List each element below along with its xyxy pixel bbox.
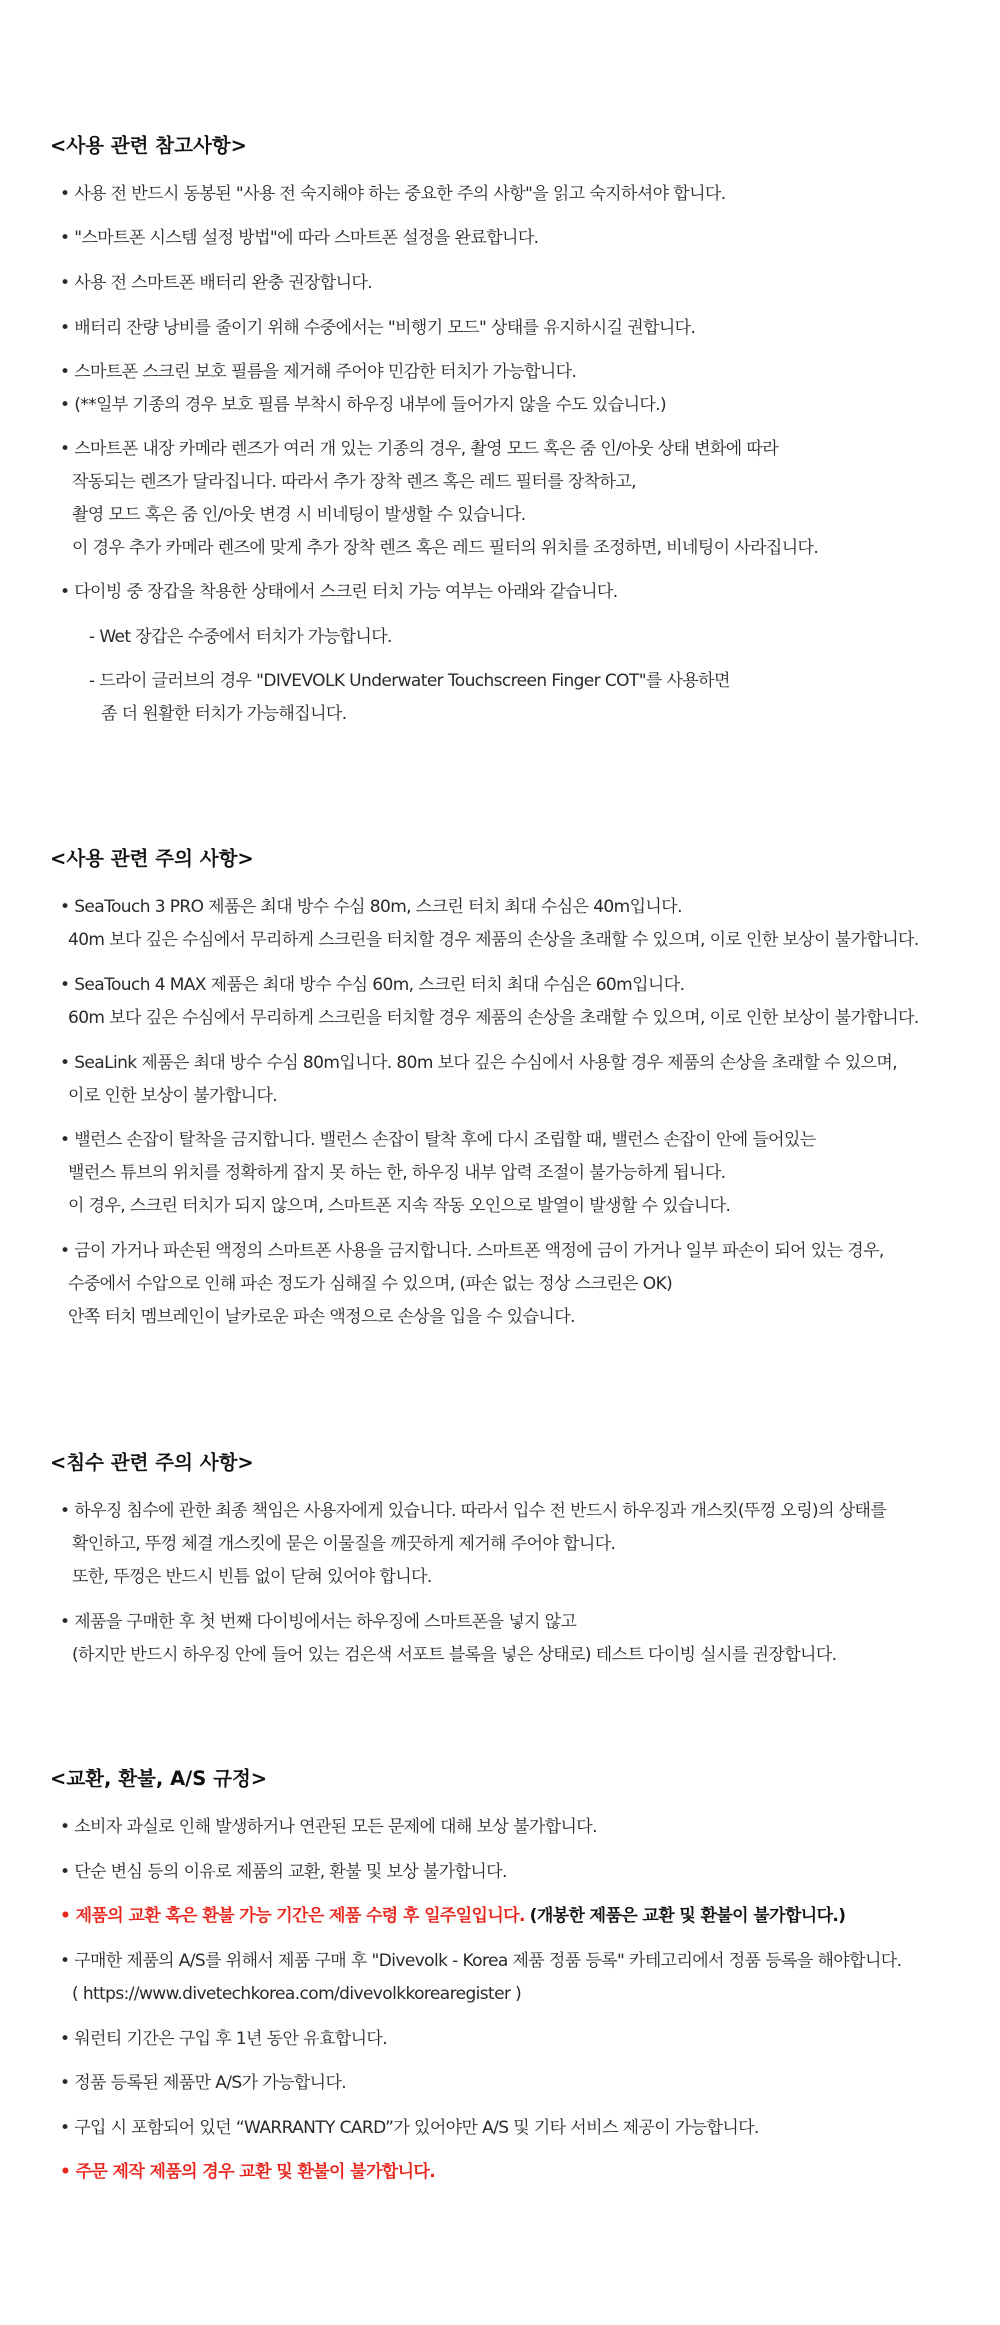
list-item-highlight (60, 1904, 845, 1928)
list-item-continued: 확인하고, 뚜껑 체결 개스킷에 묻은 이물질을 깨끗하게 제거해 주어야 합니다. (72, 1534, 616, 1554)
list-item: • 스마트폰 내장 카메라 렌즈가 여러 개 있는 기종의 경우, 촬영 모드 혹은 줌 인/아웃 상태 변화에 따라 (60, 439, 779, 459)
list-item-continued: 또한, 뚜껑은 반드시 빈틈 없이 닫혀 있어야 합니다. (72, 1567, 432, 1587)
sub-list-item: - Wet 장갑은 수중에서 터치가 가능합니다. (89, 627, 392, 647)
sub-list-item: - 드라이 글러브의 경우 "DIVEVOLK Underwater Touchscreen Finger COT"를 사용하면 (89, 671, 730, 691)
list-item-continued: 40m 보다 깊은 수심에서 무리하게 스크린을 터치할 경우 제품의 손상을 초래할 수 있으며, 이로 인한 보상이 불가합니다. (68, 930, 919, 950)
list-item-continued: 수중에서 수압으로 인해 파손 정도가 심해질 수 있으며, (파손 없는 정상 스크린은 OK) (68, 1274, 673, 1294)
list-item-continued: 60m 보다 깊은 수심에서 무리하게 스크린을 터치할 경우 제품의 손상을 초래할 수 있으며, 이로 인한 보상이 불가합니다. (68, 1008, 919, 1028)
list-item: • 단순 변심 등의 이유로 제품의 교환, 환불 및 보상 불가합니다. (60, 1862, 507, 1882)
list-item: • SeaTouch 4 MAX 제품은 최대 방수 수심 60m, 스크린 터치 최대 수심은 60m입니다. (60, 975, 685, 995)
list-item-continued: 이로 인한 보상이 불가합니다. (68, 1086, 278, 1106)
list-item: • 스마트폰 스크린 보호 필름을 제거해 주어야 민감한 터치가 가능합니다. (60, 362, 577, 382)
list-item: • (**일부 기종의 경우 보호 필름 부착시 하우징 내부에 들어가지 않을 수도 있습니다.) (60, 395, 667, 415)
list-item: • 제품을 구매한 후 첫 번째 다이빙에서는 하우징에 스마트폰을 넣지 않고 (60, 1612, 577, 1632)
list-item-continued: (하지만 반드시 하우징 안에 들어 있는 검은색 서포트 블록을 넣은 상태로) 테스트 다이빙 실시를 권장합니다. (72, 1645, 837, 1665)
list-item: • 다이빙 중 장갑을 착용한 상태에서 스크린 터치 가능 여부는 아래와 같습니다. (60, 582, 618, 602)
section-title: <침수 관련 주의 사항> (50, 1451, 254, 1474)
list-item-continued: 밸런스 튜브의 위치를 정확하게 잡지 못 하는 한, 하우징 내부 압력 조절이 불가능하게 됩니다. (68, 1163, 726, 1183)
custom-order-notice: • 주문 제작 제품의 경우 교환 및 환불이 불가합니다. (60, 2162, 436, 2182)
list-item: • "스마트폰 시스템 설정 방법"에 따라 스마트폰 설정을 완료합니다. (60, 228, 539, 248)
list-item: • SeaLink 제품은 최대 방수 수심 80m입니다. 80m 보다 깊은 수심에서 사용할 경우 제품의 손상을 초래할 수 있으며, (60, 1053, 898, 1073)
list-item-continued: 이 경우, 스크린 터치가 되지 않으며, 스마트폰 지속 작동 오인으로 발열이 발생할 수 있습니다. (68, 1196, 731, 1216)
list-item: • 워런티 기간은 구입 후 1년 동안 유효합니다. (60, 2029, 388, 2049)
sub-list-item-continued: 좀 더 원활한 터치가 가능해집니다. (101, 704, 347, 724)
list-item-continued: 촬영 모드 혹은 줌 인/아웃 변경 시 비네팅이 발생할 수 있습니다. (72, 505, 526, 525)
list-item: • 사용 전 반드시 동봉된 "사용 전 숙지해야 하는 중요한 주의 사항"을 읽고 숙지하셔야 합니다. (60, 184, 726, 204)
list-item: • 소비자 과실로 인해 발생하거나 연관된 모든 문제에 대해 보상 불가합니다. (60, 1817, 597, 1837)
list-item: • 구매한 제품의 A/S를 위해서 제품 구매 후 "Divevolk - Korea 제품 정품 등록" 카테고리에서 정품 등록을 해야합니다. (60, 1951, 902, 1971)
opened-product-notice: (개봉한 제품은 교환 및 환불이 불가합니다.) (529, 1906, 846, 1926)
list-item: • 하우징 침수에 관한 최종 책임은 사용자에게 있습니다. 따라서 입수 전 반드시 하우징과 개스킷(뚜껑 오링)의 상태를 (60, 1501, 887, 1521)
list-item: • 금이 가거나 파손된 액정의 스마트폰 사용을 금지합니다. 스마트폰 액정에 금이 가거나 일부 파손이 되어 있는 경우, (60, 1241, 884, 1261)
list-item-continued: 작동되는 렌즈가 달라집니다. 따라서 추가 장착 렌즈 혹은 레드 필터를 장착하고, (72, 472, 636, 492)
list-item: • 밸런스 손잡이 탈착을 금지합니다. 밸런스 손잡이 탈착 후에 다시 조립할 때, 밸런스 손잡이 안에 들어있는 (60, 1130, 816, 1150)
list-item: • SeaTouch 3 PRO 제품은 최대 방수 수심 80m, 스크린 터치 최대 수심은 40m입니다. (60, 897, 682, 917)
list-item: • 구입 시 포함되어 있던 “WARRANTY CARD”가 있어야만 A/S 및 기타 서비스 제공이 가능합니다. (60, 2118, 759, 2138)
refund-period-notice: • 제품의 교환 혹은 환불 가능 기간은 제품 수령 후 일주일입니다. (60, 1906, 525, 1926)
list-item: • 사용 전 스마트폰 배터리 완충 권장합니다. (60, 273, 373, 293)
list-item-continued: 이 경우 추가 카메라 렌즈에 맞게 추가 장착 렌즈 혹은 레드 필터의 위치를 조정하면, 비네팅이 사라집니다. (72, 538, 819, 558)
section-title: <사용 관련 주의 사항> (50, 847, 254, 870)
list-item-continued: 안쪽 터치 멤브레인이 날카로운 파손 액정으로 손상을 입을 수 있습니다. (68, 1307, 575, 1327)
section-title: <사용 관련 참고사항> (50, 134, 247, 157)
list-item: • 정품 등록된 제품만 A/S가 가능합니다. (60, 2073, 347, 2093)
list-item: • 배터리 잔량 낭비를 줄이기 위해 수중에서는 "비행기 모드" 상태를 유지하시길 권합니다. (60, 318, 696, 338)
register-url[interactable]: ( https://www.divetechkorea.com/divevolkkorearegister ) (72, 1984, 522, 2004)
section-title: <교환, 환불, A/S 규정> (50, 1767, 268, 1790)
